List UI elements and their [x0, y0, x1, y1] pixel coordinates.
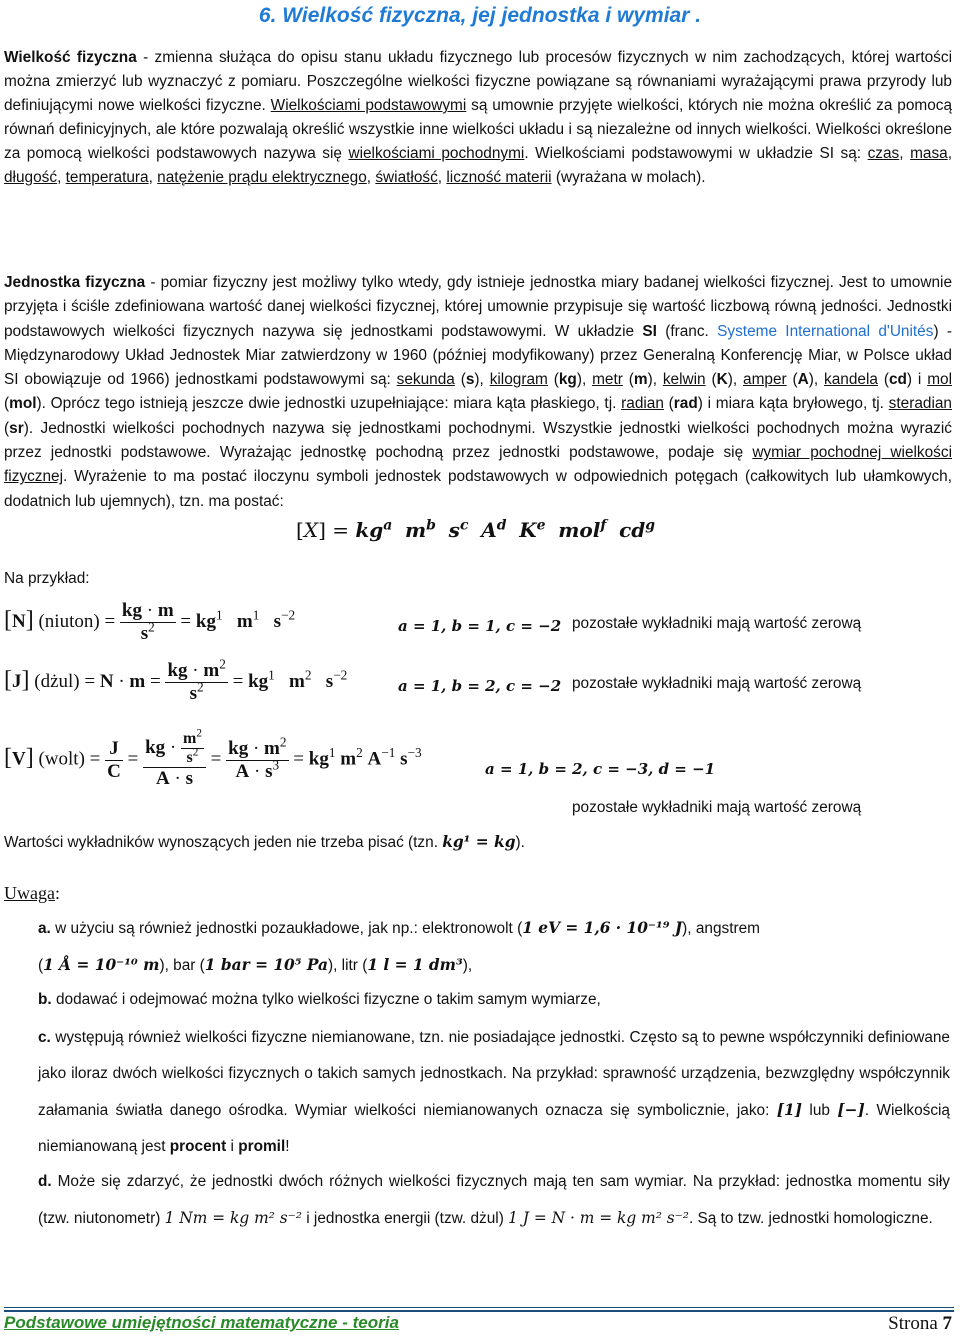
item-label: a.: [38, 920, 51, 937]
link-unit[interactable]: natężenie prądu elektrycznego: [157, 169, 367, 186]
text: , bar: [164, 957, 200, 974]
link-unit[interactable]: metr: [592, 371, 623, 389]
math-inline: 1 eV = 1,6 · 10⁻¹⁹ J: [522, 919, 683, 937]
unit-symbol: rad: [673, 395, 698, 413]
text: , litr: [333, 957, 363, 974]
list-item-d: [38, 1164, 950, 1237]
link-unit[interactable]: czas: [867, 145, 900, 162]
example-volt-row: [V] (wolt) = $\frac{J}{C}$ = kg · $\frac{m^2}{s^2}$ A · s = $\frac{kg \cdot m^2}{A \cdot s^3}$ = $kg^1$ $m^2$ $A^{-1}$ $s^{-3}$: [4, 727, 422, 789]
item-label: d.: [38, 1173, 52, 1190]
term-physical-unit: Jednostka fizyczna: [4, 274, 146, 291]
text: - pomiar fizyczny jest możliwy tylko wtedy, gdy istnieje jednostka miary badanej wielkości fizycznej. Jest to umownie przyjęta i ściśle zdefiniowana wartość danej wielkości fizycznej, której umownie przypisuje się wartość liczbową równą jedności. Jednostki podstawowych wielkości fizycznych nazywa się jednostkami podstawowymi. W układzie: [4, 274, 952, 340]
fraction: kg · $\frac{m^2}{s^2}$ A · s: [143, 730, 206, 790]
list-item-c: [38, 1020, 950, 1165]
link-unit[interactable]: długość: [4, 169, 58, 186]
page-label: Strona: [888, 1313, 938, 1334]
math-inline: 1 l = 1 dm³: [367, 956, 463, 974]
unit-symbol: sr: [9, 419, 24, 437]
text: !: [285, 1138, 290, 1155]
link-unit[interactable]: mol: [927, 371, 953, 389]
math-inline: 1 J = N · m = kg m² s⁻²: [508, 1209, 689, 1227]
item-label: c.: [38, 1029, 51, 1046]
text: . Wielkością niemianowaną jest: [38, 1102, 950, 1155]
text: Może się zdarzyć, że jednostki dwóch różnych wielkości fizycznych mają ten sam wymiar. Na przykład: jednostka momentu siły (tzw. niutonometr): [38, 1173, 950, 1227]
unit-symbol: N: [12, 610, 26, 632]
fraction: $\frac{kg \cdot m^2}{A \cdot s^3}$: [228, 734, 287, 782]
text: i: [226, 1138, 239, 1155]
unit-name: (dżul): [34, 670, 80, 692]
page-footer: [0, 1305, 960, 1339]
text: są umownie przyjęte wielkości, których nie można określić za pomocą równań definicyjnych, ale które pozwalają określić wszystkie inne wielkości układu i są niezależne od innych wielkości. Wielkości określone za pomocą wielkości podstawowych nazywa się: [4, 97, 953, 162]
unit-name: (wolt): [38, 748, 85, 770]
text: ) - Międzynarodowy Układ Jednostek Miar zatwierdzony w 1960 (później modyfikowany) przez Generalną Konferencję Miar, w Polsce układ SI obowiązuje od 1966) jednostkami podstawowymi są:: [4, 322, 953, 389]
paragraph-physical-unit: Jednostka fizyczna - pomiar fizyczny jest możliwy tylko wtedy, gdy istnieje jednostka miary badanej wielkości fizycznej. Jest to umownie przyjęta i ściśle zdefiniowana wartość danej wielkości fizycznej, której umownie przypisuje się wartość liczbową równą jedności. Jednostki podstawowych wielkości fizycznych nazywa się jednostkami podstawowymi. W układzie SI (franc. Systeme International d'Unités) - Międzynarodowy Układ Jednostek Miar zatwierdzony w 1960 (później modyfikowany) przez Generalną Konferencję Miar, w Polsce układ SI obowiązuje od 1966) jednostkami podstawowymi są: sekunda (s), kilogram (kg), metr (m), kelwin (K), amper (A), kandela (cd) i mol (mol). Oprócz tego istnieją jeszcze dwie jednostki uzupełniające: miara kąta płaskiego, tj. radian (rad) i miara kąta bryłowego, tj. steradian (sr). Jednostki wielkości pochodnych nazywa się jednostkami pochodnymi. Wszystkie jednostki wielkości pochodnych można wyrazić przez jednostki podstawowe. Wyrażając jednostkę pochodną przez jednostki podstawowe, podaje się wymiar pochodnej wielkości fizycznej. Wyrażenie to ma postać iloczynu symboli jednostek podstawowych w odpowiednich potęgach (całkowitych lub ułamkowych, dodatnich lub ujemnych), tzn. ma postać:: [4, 274, 953, 510]
unit-symbol: J: [12, 670, 22, 692]
unit-symbol: K: [716, 371, 728, 389]
note-heading: Uwaga:: [4, 883, 60, 903]
list-item-a: a. w użyciu są również jednostki pozaukładowe, jak np.: elektronowolt (1 eV = 1,6 · 10⁻¹⁹ J), angstrem (1 Å = 10⁻¹⁰ m), bar (1 bar = 10⁵ Pa), litr (1 l = 1 dm³),: [38, 919, 760, 974]
fraction: $\frac{J}{C}$: [107, 737, 121, 782]
unit-name: (niuton): [38, 610, 100, 632]
link-radian[interactable]: radian: [621, 395, 664, 413]
term-physical-quantity: Wielkość fizyczna: [4, 49, 137, 66]
page-number-value: 7: [942, 1313, 952, 1334]
list-item-b: [38, 982, 950, 1018]
text: . Wielkościami podstawowymi w układzie SI są:: [524, 145, 868, 162]
exponent-note: pozostałe wykładniki mają wartość zerową: [572, 615, 862, 632]
si-label: SI: [642, 322, 657, 340]
unit-symbol: A: [797, 371, 809, 389]
exponent-note: pozostałe wykładniki mają wartość zerową: [572, 799, 862, 816]
link-steradian[interactable]: steradian: [888, 395, 952, 413]
link-base-quantities[interactable]: Wielkościami podstawowymi: [270, 97, 467, 114]
text: . Są to tzw. jednostki homologiczne.: [688, 1210, 933, 1227]
math-inline: [1]: [776, 1101, 803, 1119]
exponents: a = 1, b = 1, c = −2: [398, 617, 562, 635]
si-full-name: Systeme International d'Unités: [717, 322, 934, 340]
footer-divider: [4, 1307, 954, 1308]
link-unit[interactable]: liczność materii: [446, 169, 552, 186]
exponent-one-note: [4, 833, 525, 852]
text: (franc.: [656, 322, 718, 340]
footer-title: Podstawowe umiejętności matematyczne - teoria: [4, 1313, 399, 1332]
math-inline: 1 bar = 10⁵ Pa: [204, 956, 328, 974]
link-unit[interactable]: sekunda: [396, 371, 455, 389]
example-joule-row: [J] (dżul) = N · m = $\frac{kg \cdot m^2}{s^2}$ = $kg^1$ $m^2$ $s^{-2}$: [4, 656, 348, 704]
footer-divider: [4, 1310, 954, 1312]
link-unit[interactable]: kandela: [824, 371, 878, 389]
link-unit[interactable]: kelwin: [662, 371, 706, 389]
math-inline: kg¹ = kg: [442, 833, 516, 851]
link-unit[interactable]: amper: [743, 371, 787, 389]
link-dimension[interactable]: wymiar pochodnej wielkości fizycznej: [4, 444, 952, 486]
unit-symbol: m: [633, 371, 648, 389]
math-inline: 1 Å = 10⁻¹⁰ m: [43, 956, 160, 974]
fraction: $\frac{kg \cdot m}{s^2}$: [121, 600, 174, 644]
term-percent: procent: [169, 1138, 227, 1155]
text: ), angstrem: [682, 920, 760, 937]
unit-symbol: V: [12, 748, 26, 770]
link-unit[interactable]: kilogram: [489, 371, 548, 389]
example-label: Na przykład:: [4, 570, 90, 587]
example-newton-row: [N] (niuton) = $\frac{kg \cdot m}{s^2}$ = $kg^1$ $m^1$ $s^{-2}$: [4, 600, 296, 644]
text: lub: [802, 1102, 838, 1119]
unit-symbol: mol: [9, 395, 37, 413]
text: dodawać i odejmować można tylko wielkości fizyczne o takim samym wymiarze,: [51, 991, 601, 1008]
section-title: 6. Wielkość fizyczna, jej jednostka i wymiar .: [258, 4, 702, 27]
text: i jednostka energii (tzw. dżul): [301, 1210, 509, 1227]
link-derived-quantities[interactable]: wielkościami pochodnymi: [348, 145, 525, 162]
text: . Oprócz tego istnieją jeszcze dwie jednostki uzupełniające: miara kąta płaskiego, tj.: [41, 395, 622, 413]
page-number: [888, 1313, 952, 1335]
text: ).: [515, 834, 525, 851]
link-unit[interactable]: światłość: [375, 169, 438, 186]
link-unit[interactable]: masa: [910, 145, 948, 162]
text: - zmienna służąca do opisu stanu układu fizycznego lub procesów fizycznych w nim zachodzących, której wartości można zmierzyć lub wyznaczyć z pomiaru. Poszczególne wielkości fizyczne powiązane są równaniami wyrażającymi prawa przyrody lub definiującymi nowe wielkości fizyczne.: [4, 49, 952, 114]
text: w użyciu są również jednostki pozaukładowe, jak np.: elektronowolt (: [50, 920, 523, 937]
item-label: b.: [38, 991, 52, 1008]
link-unit[interactable]: temperatura: [65, 169, 149, 186]
formula-render: $[X] = kg^a$ $m^b$ $s^c$ $A^d$ $K^e$ mol$^f$ $cd^g$: [296, 517, 656, 542]
unit-symbol: cd: [888, 371, 907, 389]
text: . Jednostki wielkości pochodnych nazywa się jednostkami pochodnymi. Wszystkie jednostki wielkości pochodnych można wyrazić przez jednostki podstawowe. Wyrażając jednostkę pochodną przez jednostki podstawowe, podaje się: [4, 419, 952, 462]
paragraph-physical-quantity: Wielkość fizyczna - zmienna służąca do opisu stanu układu fizycznego lub procesów fizycznych w nim zachodzących, której wartości można zmierzyć lub wyznaczyć z pomiaru. Poszczególne wielkości fizyczne powiązane są równaniami wyrażającymi prawa przyrody lub definiującymi nowe wielkości fizyczne. Wielkościami podstawowymi są umownie przyjęte wielkości, których nie można określić za pomocą równań definicyjnych, ale które pozwalają określić wszystkie inne wielkości układu i są niezależne od innych wielkości. Wielkości określone za pomocą wielkości podstawowych nazywa się wielkościami pochodnymi. Wielkościami podstawowymi w układzie SI są: czas, masa, długość, temperatura, natężenie prądu elektrycznego, światłość, liczność materii (wyrażana w molach).: [4, 49, 953, 186]
exponent-note: pozostałe wykładniki mają wartość zerową: [572, 675, 862, 692]
uwaga-label: Uwaga: [4, 883, 55, 903]
text: . Wyrażenie to ma postać iloczynu symboli jednostek podstawowych w odpowiednich potęgach (całkowitych lub ułamkowych, dodatnich lub ujemnych), tzn. ma postać:: [4, 468, 952, 510]
term-permille: promil: [238, 1138, 286, 1155]
math-inline: 1 Nm = kg m² s⁻²: [164, 1209, 302, 1227]
text: i miara kąta bryłowego, tj.: [702, 395, 889, 413]
fraction: $\frac{kg \cdot m^2}{s^2}$: [167, 656, 226, 704]
text: występują również wielkości fizyczne niemianowane, tzn. nie posiadające jednostki. Często są to pewne współczynniki definiowane jako iloraz dwóch wielkości fizycznych o takich samych jednostkach. Na przykład: sprawność urządzenia, bezwzględny współczynnik załamania światła danego ośrodka. Wymiar wielkości niemianowanych oznacza się symbolicznie, jako:: [38, 1029, 950, 1119]
general-dimension-formula: [296, 518, 655, 542]
unit-symbol: s: [465, 371, 475, 389]
math-inline: [−]: [837, 1101, 865, 1119]
exponents: a = 1, b = 2, c = −3, d = −1: [485, 760, 716, 778]
unit-symbol: kg: [558, 371, 577, 389]
text: Wartości wykładników wynoszących jeden nie trzeba pisać (tzn.: [4, 834, 443, 851]
exponents: a = 1, b = 2, c = −2: [398, 677, 562, 695]
text: (wyrażana w molach).: [551, 169, 706, 186]
